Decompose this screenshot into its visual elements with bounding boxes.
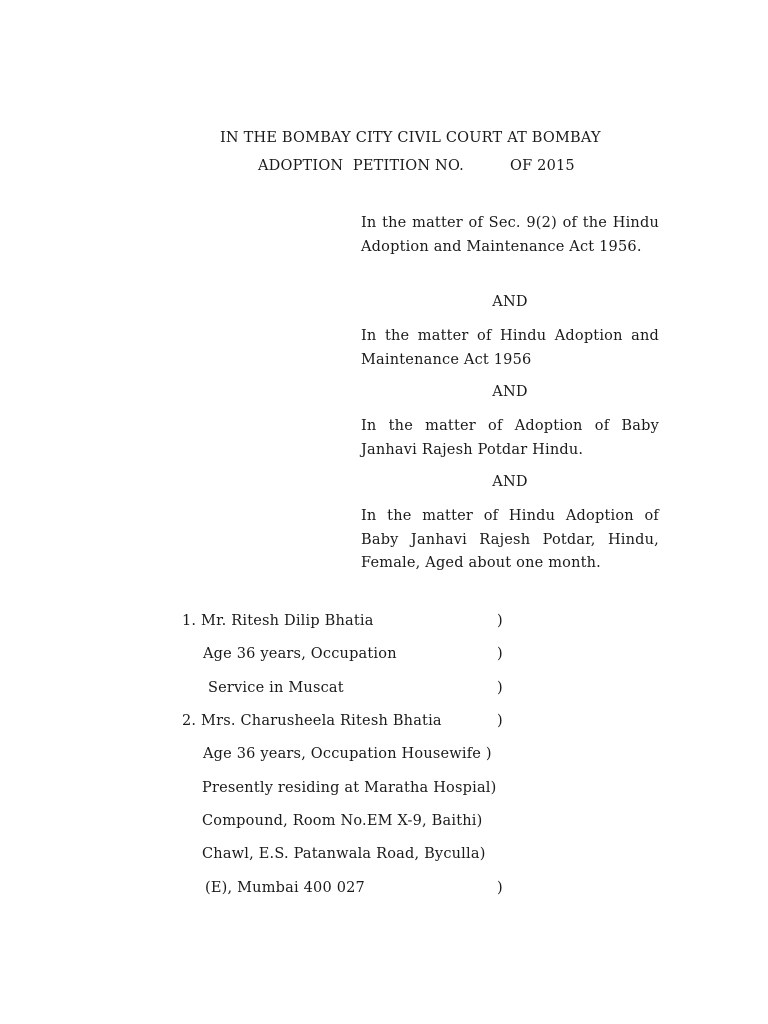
matter-section-9: In the matter of Sec. 9(2) of the Hindu Adoption and Maintenance Act 1956.: [361, 215, 659, 255]
and-separator: AND: [492, 294, 528, 310]
and-separator: AND: [492, 474, 528, 490]
party-line: 1. Mr. Ritesh Dilip Bhatia: [182, 613, 374, 629]
court-title: IN THE BOMBAY CITY CIVIL COURT AT BOMBAY: [220, 130, 601, 146]
party-paren: ): [497, 646, 503, 662]
party-line: Presently residing at Maratha Hospial): [202, 780, 497, 796]
party-paren: ): [497, 880, 503, 896]
party-line: (E), Mumbai 400 027: [205, 880, 365, 896]
party-line: Age 36 years, Occupation Housewife ): [203, 746, 492, 762]
and-separator: AND: [492, 384, 528, 400]
matter-adoption-of-baby: In the matter of Adoption of Baby Janhavi Rajesh Potdar Hindu.: [361, 418, 659, 458]
party-line: Service in Muscat: [208, 680, 344, 696]
party-line: Chawl, E.S. Patanwala Road, Byculla): [202, 846, 486, 862]
matter-hindu-adoption-act: In the matter of Hindu Adoption and Maintenance Act 1956: [361, 328, 659, 368]
party-paren: ): [497, 713, 503, 729]
petition-number-line: [258, 158, 575, 174]
party-line: Age 36 years, Occupation: [203, 646, 397, 662]
party-line: Compound, Room No.EM X-9, Baithi): [202, 813, 483, 829]
party-line: 2. Mrs. Charusheela Ritesh Bhatia: [182, 713, 442, 729]
party-paren: ): [497, 680, 503, 696]
petition-year: OF 2015: [510, 158, 575, 174]
matter-hindu-adoption-details: In the matter of Hindu Adoption of Baby Janhavi Rajesh Potdar, Hindu, Female, Aged about one month.: [361, 508, 659, 571]
party-paren: ): [497, 613, 503, 629]
petition-label: ADOPTION PETITION NO.: [258, 158, 464, 174]
